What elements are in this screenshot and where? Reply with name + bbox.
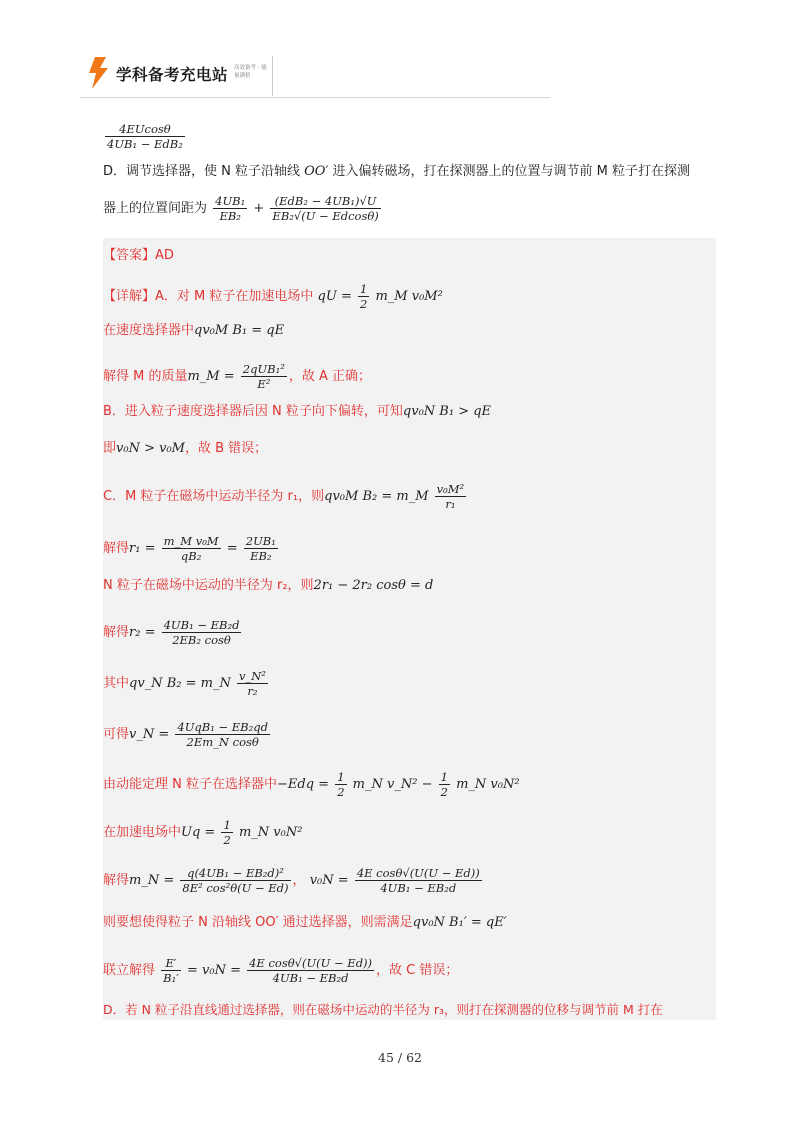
detail-line-5: 即v₀N > v₀M，故 B 错误； <box>103 441 268 456</box>
fraction: $\frac{\text{4UqB₁ − EB₂qd}}{\text{2Em\_N cosθ}}$ <box>177 720 268 749</box>
detail-line-2: 在速度选择器中qv₀M B₁ = qE <box>103 323 285 338</box>
fraction: $\frac{\text{4UB₁}}{\text{EB₂}}$ <box>215 194 246 223</box>
fraction: $\frac{\text{4E cosθ√(U(U − Ed))}}{\text{4UB₁ − EB₂d}}$ <box>249 956 373 985</box>
answer-line: 【答案】AD <box>103 248 174 263</box>
fraction: $\frac{\text{v\_N²}}{\text{r₂}}$ <box>238 669 266 698</box>
logo <box>86 56 276 96</box>
option-c-tail <box>103 122 187 151</box>
fraction: $\frac{E'}{\text{B₁′}}$ <box>163 956 179 985</box>
fraction: $\frac{\text{(EdB₂ − 4UB₁)√U}}{\text{EB₂√(U − Edcosθ)}}$ <box>272 194 379 223</box>
detail-line-14: 解得m_N = $\frac{\text{q(4UB₁ − EB₂d)²}}{\text{8E² cos²θ(U − Ed)}}$ ， v₀N = $\frac{\text{4E cosθ√(U(U − Ed))}}{\text{4UB₁ − EB₂d}}$ <box>103 866 480 895</box>
detail-line-12: 由动能定理 N 粒子在选择器中−Edq = $\frac{1}{2}$ m_N v_N² − $\frac{1}{2}$ m_N v₀N² <box>103 770 520 799</box>
detail-line-17: D．若 N 粒子沿直线通过选择器，则在磁场中运动的半径为 r₃，则打在探测器的位移与调节前 M 打在 <box>103 1002 663 1017</box>
detail-line-8: N 粒子在磁场中运动的半径为 r₂，则2r₁ − 2r₂ cosθ = d <box>103 578 434 593</box>
option-d-line1: D．调节选择器，使 N 粒子沿轴线 OO′ 进入偏转磁场，打在探测器上的位置与调节前 M 粒子打在探测 <box>103 164 691 179</box>
detail-line-3: 解得 M 的质量m_M = $\frac{\text{2qUB₁²}}{\text{E²}}$ ，故 A 正确； <box>103 362 372 391</box>
detail-line-1: 【详解】A．对 M 粒子在加速电场中 qU = $\frac{1}{2}$ m_M v₀M² <box>103 282 443 311</box>
detail-line-13: 在加速电场中Uq = $\frac{1}{2}$ m_N v₀N² <box>103 818 303 847</box>
logo-subtitle: 高效备考 · 能量满格 <box>234 65 267 79</box>
fraction: $\frac{\text{m\_M v₀M}}{\text{qB₂}}$ <box>163 534 219 563</box>
detail-line-10: 其中qv_N B₂ = m_N $\frac{\text{v\_N²}}{\text{r₂}}$ <box>103 669 266 698</box>
logo-divider <box>272 56 273 96</box>
fraction: $\frac{4EUcos\theta}{\text{4UB₁ − EdB₂}}$ <box>107 122 183 151</box>
fraction: $\frac{1}{2}$ <box>440 770 448 799</box>
detail-line-9: 解得r₂ = $\frac{\text{4UB₁ − EB₂d}}{\text{2EB₂ cosθ}}$ <box>103 618 240 647</box>
fraction: $\frac{\text{q(4UB₁ − EB₂d)²}}{\text{8E² cos²θ(U − Ed)}}$ <box>182 866 289 895</box>
page-number: 45 / 62 <box>378 1050 422 1065</box>
detail-line-16: 联立解得 $\frac{E'}{\text{B₁′}}$ = v₀N = $\frac{\text{4E cosθ√(U(U − Ed))}}{\text{4UB₁ − EB₂d}}$ ，故 C 错误； <box>103 956 459 985</box>
fraction: $\frac{1}{2}$ <box>223 818 231 847</box>
fraction: $\frac{\text{v₀M²}}{\text{r₁}}$ <box>436 482 465 511</box>
fraction: $\frac{\text{2UB₁}}{\text{EB₂}}$ <box>245 534 276 563</box>
detail-line-7: 解得r₁ = $\frac{\text{m\_M v₀M}}{\text{qB₂}}$ = $\frac{\text{2UB₁}}{\text{EB₂}}$ <box>103 534 276 563</box>
fraction: $\frac{\text{2qUB₁²}}{\text{E²}}$ <box>242 362 285 391</box>
detail-line-11: 可得v_N = $\frac{\text{4UqB₁ − EB₂qd}}{\text{2Em\_N cosθ}}$ <box>103 720 268 749</box>
fraction: $\frac{1}{2}$ <box>359 282 368 311</box>
fraction: $\frac{\text{4UB₁ − EB₂d}}{\text{2EB₂ cosθ}}$ <box>163 618 240 647</box>
detail-line-15: 则要想使得粒子 N 沿轴线 OO′ 通过选择器，则需满足qv₀N B₁′ = qE′ <box>103 915 507 930</box>
logo-text: 学科备考充电站 <box>116 66 229 84</box>
option-d-line2: 器上的位置间距为 $\frac{\text{4UB₁}}{\text{EB₂}}$ + $\frac{\text{(EdB₂ − 4UB₁)√U}}{\text{EB₂√(U − Edcosθ)}}$ <box>103 194 379 223</box>
detail-line-4: B．进入粒子速度选择器后因 N 粒子向下偏转，可知qv₀N B₁ > qE <box>103 404 492 419</box>
lightning-bolt-icon <box>86 56 110 90</box>
header-divider <box>80 97 550 98</box>
fraction: $\frac{\text{4E cosθ√(U(U − Ed))}}{\text{4UB₁ − EB₂d}}$ <box>356 866 480 895</box>
fraction: $\frac{1}{2}$ <box>337 770 345 799</box>
detail-line-6: C．M 粒子在磁场中运动半径为 r₁，则qv₀M B₂ = m_M $\frac{\text{v₀M²}}{\text{r₁}}$ <box>103 482 465 511</box>
